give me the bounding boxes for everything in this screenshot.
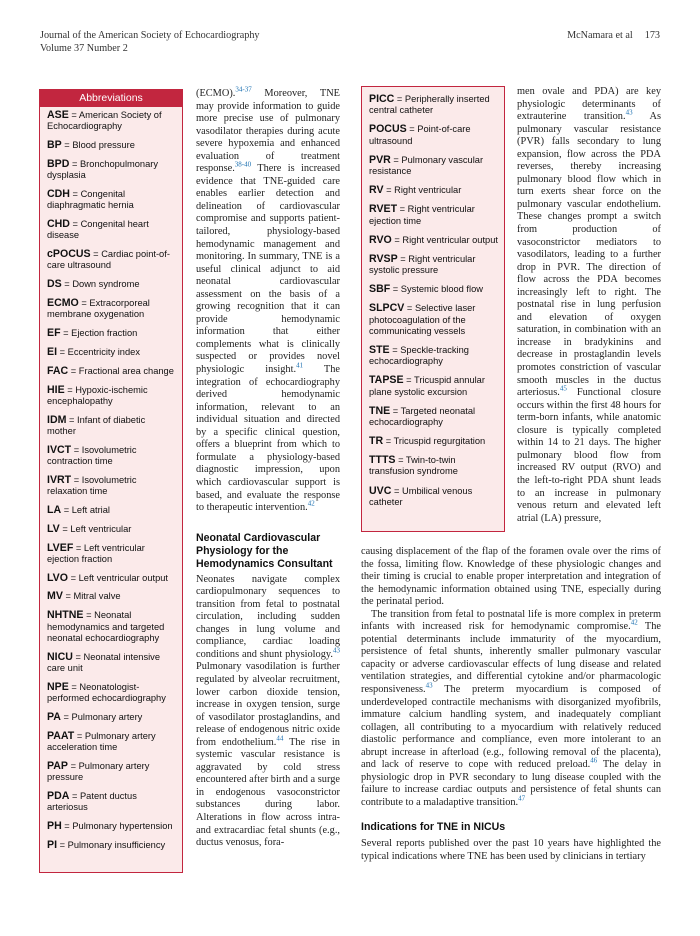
abbreviation-definition: Peripherally inserted central catheter [369,94,490,116]
abbreviation-term: LV [47,522,60,535]
abbreviation-entry: ASE = American Society of Echocardiography [47,109,162,132]
abbreviation-entry: LV = Left ventricular [47,522,132,535]
abbreviation-term: FAC [47,364,69,377]
running-header-right [567,30,660,41]
abbreviation-definition: Mitral valve [73,591,121,602]
citation-link[interactable]: 42 [307,499,315,508]
abbreviation-entry: PAAT = Pulmonary artery acceleration time [47,729,156,752]
text-column-4 [517,86,661,525]
abbreviation-term: PAP [47,759,68,772]
abbreviation-term: IVRT [47,473,72,486]
text-run: The rise in systemic vascular resistance is aggravated by cold stress encountered after birth and a surge in endogenous vasoconstrictor substances during labor. Alterations in flow across intra- and extracardiac fetal shunts (e.g., ductus venosus, fora- [196,736,340,849]
abbreviation-entry: TAPSE = Tricuspid annular plane systolic excursion [369,374,485,397]
citation-link[interactable]: 34-37 [235,85,252,94]
abbreviation-entry: LVEF = Left ventricular ejection fraction [47,541,145,564]
abbreviation-entry: EI = Eccentricity index [47,345,140,358]
citation-link[interactable]: 46 [590,756,598,765]
abbreviation-definition: American Society of Echocardiography [47,110,162,132]
text-run: Neonates navigate complex cardiopulmonary sequences to transition from fetal to postnatal circulation, including sudden changes in lung volume and compliance, cardiac loading conditions and shunt physiology. [196,573,340,660]
abbreviation-entry: ECMO = Extracorporeal membrane oxygenation [47,297,150,320]
abbreviation-definition: Isovolumetric relaxation time [47,474,137,497]
abbreviation-definition: Pulmonary artery [71,711,143,722]
abbreviation-definition: Umbilical venous catheter [369,485,473,507]
abbreviations-list-right [362,87,504,508]
abbreviation-term: EF [47,327,61,340]
abbreviation-entry: PH = Pulmonary hypertension [47,819,173,832]
abbreviation-entry: IVRT = Isovolumetric relaxation time [47,473,137,497]
abbreviation-term: MV [47,590,63,603]
abbreviation-definition: Down syndrome [72,279,140,290]
journal-volume: Volume 37 Number 2 [40,42,128,54]
abbreviation-term: RV [369,184,384,197]
abbreviation-entry: IVCT = Isovolumetric contraction time [47,443,137,467]
abbreviation-definition: Left atrial [71,504,110,515]
abbreviation-definition: Extracorporeal membrane oxygenation [47,298,150,320]
citation-link[interactable]: 43 [625,108,633,117]
abbreviation-definition: Neonatologist-performed echocardiography [47,681,166,703]
abbreviation-entry: NICU = Neonatal intensive care unit [47,650,161,673]
text-run: Moreover, TNE may provide information to guide more precise use of pulmonary vasodilator therapies during acute severe hypoxemia and enhanced evaluation of treatment response. [196,88,340,175]
abbreviation-term: HIE [47,383,65,396]
abbreviation-term: SBF [369,283,391,296]
text-run: The preterm myocardium is composed of underdeveloped contractile mechanisms with disorganized myofibrils, immature calcium handling system, and inadequately compliant collagen, all contributing to a myocardium with relatively reduced diastolic performance and compliance, even more intolerant to an abrupt increase in afterload (e.g., following removal of the placenta), and lack of reserve to cope with reduced preload. [361,684,661,771]
abbreviation-entry: PA = Pulmonary artery [47,710,143,723]
abbreviation-entry: RVSP = Right ventricular systolic pressure [369,252,476,276]
citation-link[interactable]: 43 [425,681,433,690]
abbreviation-definition: Isovolumetric contraction time [47,444,137,467]
abbreviation-term: BPD [47,157,70,170]
abbreviation-definition: Systemic blood flow [400,284,483,295]
abbreviation-term: CHD [47,218,70,231]
abbreviation-entry: STE = Speckle-tracking echocardiography [369,343,469,367]
abbreviation-term: SLPCV [369,302,405,315]
abbreviation-entry: EF = Ejection fraction [47,327,138,340]
abbreviation-term: TNE [369,404,391,417]
abbreviation-entry: TNE = Targeted neonatal echocardiography [369,404,476,427]
paragraph [196,85,340,515]
abbreviation-entry: CHD = Congenital heart disease [47,218,149,241]
abbreviation-definition: Hypoxic-ischemic encephalopathy [47,384,148,406]
section-heading-indications: Indications for TNE in NICUs [361,821,506,834]
abbreviation-definition: Fractional area change [78,365,174,376]
abbreviation-entry: PVR = Pulmonary vascular resistance [369,153,484,177]
abbreviation-entry: RVO = Right ventricular output [369,233,498,246]
abbreviation-entry: NHTNE = Neonatal hemodynamics and targeted neonatal echocardiography [47,609,165,643]
abbreviation-term: NICU [47,650,73,663]
abbreviation-term: STE [369,343,390,356]
abbreviation-entry: PICC = Peripherally inserted central catheter [369,93,490,116]
abbreviations-list-left [40,107,182,851]
abbreviation-entry: POCUS = Point-of-care ultrasound [369,123,471,146]
abbreviation-entry: LA = Left atrial [47,503,110,516]
text-column-2 [196,85,340,850]
abbreviation-entry: cPOCUS = Cardiac point-of-care ultrasound [47,248,170,271]
abbreviation-definition: Right ventricular systolic pressure [369,253,476,276]
text-run: causing displacement of the flap of the foramen ovale over the rims of the fossa, limiting flow. Knowledge of these physiologic changes and their timing is crucial to enable proper interpretation and integration of the hemodynamic information obtained using TNE, especially during the perinatal period. [361,546,661,608]
abbreviation-entry: DS = Down syndrome [47,278,140,291]
abbreviation-entry: RV = Right ventricular [369,184,462,197]
abbreviation-term: cPOCUS [47,248,91,261]
abbreviation-term: RVO [369,233,392,246]
abbreviation-definition: Neonatal hemodynamics and targeted neonatal echocardiography [47,610,165,643]
abbreviation-entry: MV = Mitral valve [47,590,121,603]
abbreviation-term: TTTS [369,454,396,467]
abbreviation-definition: Cardiac point-of-care ultrasound [47,249,170,271]
abbreviation-term: ASE [47,109,69,121]
text-run: The integration of echocardiography derived hemodynamic information, relevant to an individual situation and directed by a specific clinical question, offers a blueprint from which to formulate a physiology-based diagnostic impression, upon which cardiovascular support is based, and evaluate the response to therapeutic intervention. [196,364,340,514]
citation-link[interactable]: 44 [276,734,284,743]
abbreviation-definition: Left ventricular ejection fraction [47,542,145,564]
running-header [40,30,260,55]
text-run: The transition from fetal to postnatal life is more complex in preterm infants with increased risk for hemodynamic compromise. [361,608,661,633]
abbreviation-entry: TTTS = Twin-to-twin transfusion syndrome [369,454,458,477]
abbreviation-definition: Tricuspid annular plane systolic excursion [369,375,485,397]
journal-name: Journal of the American Society of Echocardiography [40,30,260,41]
abbreviation-term: EI [47,345,58,358]
abbreviation-definition: Left ventricular output [78,572,169,583]
text-run: Functional closure occurs within the first 48 hours for term-born infants, while anatomic closure is typically completed within 14 to 21 days. The higher pulmonary blood flow from increased RV output (RVO) and the left-to-right PDA shunt leads to an increase in pulmonary venous return and elevated left atrial (LA) pressure, [517,387,661,524]
abbreviations-box-left [39,89,183,873]
abbreviations-box-right [361,86,505,532]
text-run: The potential determinants include immaturity of the myocardium, persistence of fetal shunts, inherently smaller pulmonary vascular capacity or adverse cardiovascular effects of lung disease and related ventilation strategies, and differential cytokine and/or pharmacologic responsiveness. [361,621,661,696]
abbreviation-term: POCUS [369,123,407,136]
section-heading-physiology: Neonatal Cardiovascular Physiology for the Hemodynamics Consultant [196,531,333,570]
abbreviation-term: PI [47,838,58,851]
abbreviation-term: PH [47,819,62,832]
paragraph [361,546,661,609]
text-run: Pulmonary vasodilation is further regulated by alveolar recruitment, lower carbon dioxide tension, increase in oxygen tension, surge of vasodilator prostaglandins, and release of endogenous nitric oxide from endothelium. [196,661,340,748]
abbreviation-term: TR [369,435,384,448]
abbreviation-term: LVO [47,571,68,584]
citation-link[interactable]: 42 [630,618,638,627]
abbreviation-entry: HIE = Hypoxic-ischemic encephalopathy [47,383,148,406]
abbreviation-entry: IDM = Infant of diabetic mother [47,413,146,436]
abbreviation-entry: BPD = Bronchopulmonary dysplasia [47,157,159,181]
abbreviation-definition: Right ventricular ejection time [369,204,475,226]
abbreviation-definition: Pulmonary artery pressure [47,760,150,782]
abbreviation-definition: Blood pressure [72,140,135,151]
text-column-wide [361,546,661,864]
abbreviation-entry: NPE = Neonatologist-performed echocardiography [47,680,166,703]
citation-link[interactable]: 38-40 [234,160,252,169]
page-number: 173 [644,30,660,41]
citation-link[interactable]: 43 [333,646,340,655]
abbreviation-definition: Pulmonary hypertension [72,820,173,831]
abbreviation-definition: Left ventricular [70,523,132,534]
abbreviation-term: PVR [369,153,391,166]
abbreviation-definition: Twin-to-twin transfusion syndrome [369,455,458,477]
abbreviation-definition: Speckle-tracking echocardiography [369,344,469,367]
text-run: As pulmonary vascular resistance (PVR) falls secondary to lung expansion, flow across the PDA reverses, thereby increasing pulmonary blood flow which in turn exerts shear force on the pulmonary vascular endothelium. These changes prompt a switch from production of vasoconstrictor mediators to vasodilators, leading to a further drop in PVR. The direction of flow across the PDA becomes increasingly left to right. The postnatal rise in lung perfusion and elevation of oxygen saturation, in combination with an increase in bradykinins and decrease in prostaglandin levels promotes constriction of vascular smooth muscles in the ductus arteriosus. [517,111,661,399]
abbreviation-entry: BP = Blood pressure [47,139,135,152]
abbreviation-definition: Congenital diaphragmatic hernia [47,188,134,211]
abbreviation-definition: Targeted neonatal echocardiography [369,405,476,427]
abbreviation-entry: LVO = Left ventricular output [47,571,169,584]
author-line: McNamara et al [567,30,633,41]
abbreviation-entry: RVET = Right ventricular ejection time [369,203,475,226]
abbreviation-definition: Selective laser photocoagulation of the communicating vessels [369,303,476,336]
abbreviation-term: RVET [369,203,398,216]
abbreviation-definition: Pulmonary vascular resistance [369,154,484,177]
abbreviation-definition: Eccentricity index [67,346,140,357]
abbreviation-definition: Pulmonary insufficiency [67,839,166,850]
paragraph [361,609,661,810]
abbreviation-definition: Tricuspid regurgitation [393,436,486,447]
abbreviation-term: BP [47,139,62,152]
abbreviation-term: PA [47,710,61,723]
abbreviation-definition: Bronchopulmonary dysplasia [47,158,159,181]
abbreviation-definition: Neonatal intensive care unit [47,651,161,673]
abbreviation-definition: Ejection fraction [71,328,138,339]
abbreviation-term: LVEF [47,541,74,554]
abbreviation-term: NHTNE [47,609,84,622]
abbreviation-term: NPE [47,680,69,693]
abbreviation-term: IVCT [47,443,72,456]
abbreviation-term: IDM [47,413,67,426]
abbreviation-entry: FAC = Fractional area change [47,364,174,377]
abbreviation-term: TAPSE [369,374,404,387]
paragraph [517,86,661,525]
abbreviation-definition: Congenital heart disease [47,219,149,241]
abbreviation-entry: TR = Tricuspid regurgitation [369,435,486,448]
abbreviation-entry: PDA = Patent ductus arteriosus [47,789,137,813]
abbreviation-term: DS [47,278,62,291]
abbreviation-definition: Right ventricular [394,185,462,196]
abbreviation-definition: Point-of-care ultrasound [369,124,471,146]
abbreviation-term: UVC [369,484,392,497]
text-run: (ECMO). [196,88,236,99]
abbreviation-definition: Pulmonary artery acceleration time [47,730,156,752]
abbreviation-definition: Patent ductus arteriosus [47,790,137,813]
text-run: men ovale and PDA) are key physiologic determinants of extrauterine transition. [517,86,661,123]
paragraph [196,574,340,850]
abbreviations-title: Abbreviations [40,90,182,107]
paragraph [361,838,661,863]
abbreviation-entry: SBF = Systemic blood flow [369,283,483,296]
abbreviation-term: RVSP [369,252,398,265]
citation-link[interactable]: 47 [518,794,526,803]
text-run: Several reports published over the past 10 years have highlighted the typical indications where TNE has been used by clinicians in tertiary [361,838,661,863]
abbreviation-term: PDA [47,789,70,802]
abbreviation-term: ECMO [47,297,79,310]
abbreviation-term: LA [47,503,62,516]
abbreviation-entry: PI = Pulmonary insufficiency [47,838,166,851]
abbreviation-entry: SLPCV = Selective laser photocoagulation of the communicating vessels [369,302,476,336]
citation-link[interactable]: 41 [296,361,304,370]
abbreviation-term: PAAT [47,729,75,742]
abbreviation-term: PICC [369,93,395,105]
abbreviation-definition: Right ventricular output [402,234,498,245]
abbreviation-term: CDH [47,187,70,200]
text-run: There is increased evidence that TNE-guided care enables earlier detection and delineation of cardiovascular compromise and supports patient-tailored, physiology-based hemodynamic management and monitoring. In summary, TNE is a useful clinical adjunct to aid neonatal cardiovascular assessment on the basis of a growing recognition that it can provide hemodynamic information that either complements what is clinically suspected or provides novel physiologic insight. [196,163,340,376]
abbreviation-entry: CDH = Congenital diaphragmatic hernia [47,187,134,211]
abbreviation-definition: Infant of diabetic mother [47,414,146,436]
citation-link[interactable]: 45 [559,384,567,393]
abbreviation-entry: UVC = Umbilical venous catheter [369,484,473,507]
abbreviation-entry: PAP = Pulmonary artery pressure [47,759,150,782]
text-run: The delay in physiologic drop in PVR secondary to lung disease coupled with the failure to increase cardiac outputs and persistence of fetal shunts can contribute to a maladaptive transition. [361,759,661,808]
